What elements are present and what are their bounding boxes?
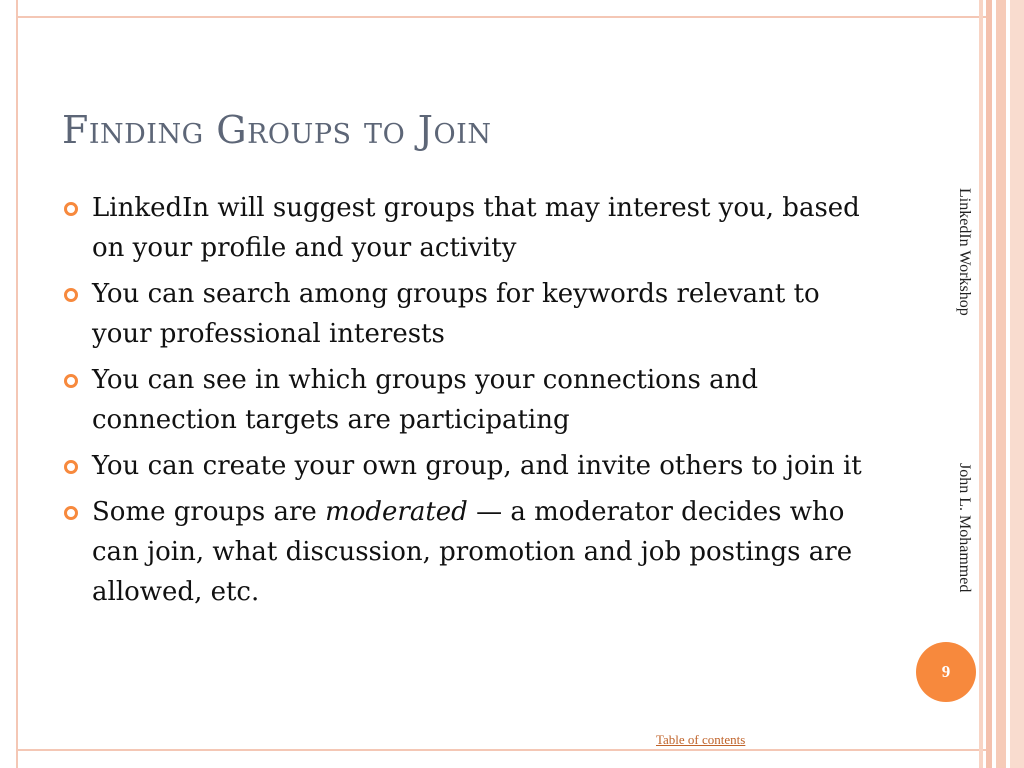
side-text-author: John L. Mohammed bbox=[956, 463, 973, 593]
bullet-item bbox=[62, 492, 882, 612]
bullet-ring-icon bbox=[64, 374, 78, 388]
page-number: 9 bbox=[941, 662, 951, 681]
decor-stripe-1 bbox=[979, 0, 983, 768]
bullet-item bbox=[62, 360, 882, 440]
bullet-text: LinkedIn will suggest groups that may interest you, based on your profile and your activity bbox=[92, 193, 860, 263]
bullet-text: You can search among groups for keywords relevant to your professional interests bbox=[92, 279, 820, 349]
decor-stripe-4 bbox=[1010, 0, 1024, 768]
bullet-text: You can see in which groups your connections and connection targets are participating bbox=[92, 365, 759, 435]
bullet-ring-icon bbox=[64, 202, 78, 216]
bullet-text-before: Some groups are bbox=[92, 497, 326, 527]
bullet-emphasis: moderated bbox=[325, 497, 468, 527]
slide-title: Finding Groups to Join bbox=[62, 108, 492, 152]
side-text-workshop: LinkedIn Workshop bbox=[956, 188, 973, 316]
decor-stripe-2 bbox=[986, 0, 992, 768]
bullet-item bbox=[62, 274, 882, 354]
bullet-list bbox=[62, 188, 882, 618]
bullet-item bbox=[62, 446, 882, 486]
table-of-contents-link[interactable]: Table of contents bbox=[656, 732, 746, 747]
bullet-ring-icon bbox=[64, 460, 78, 474]
bullet-ring-icon bbox=[64, 506, 78, 520]
bullet-text-after: — a moderator decides who can join, what discussion, promotion and job postings are allowed, etc. bbox=[92, 497, 853, 607]
decor-stripe-3 bbox=[996, 0, 1006, 768]
slide-frame-top bbox=[16, 16, 992, 18]
bullet-ring-icon bbox=[64, 288, 78, 302]
bullet-item bbox=[62, 188, 882, 268]
slide-frame-bottom bbox=[16, 749, 992, 751]
bullet-text: You can create your own group, and invite others to join it bbox=[92, 451, 862, 481]
page-number-badge bbox=[916, 642, 976, 702]
